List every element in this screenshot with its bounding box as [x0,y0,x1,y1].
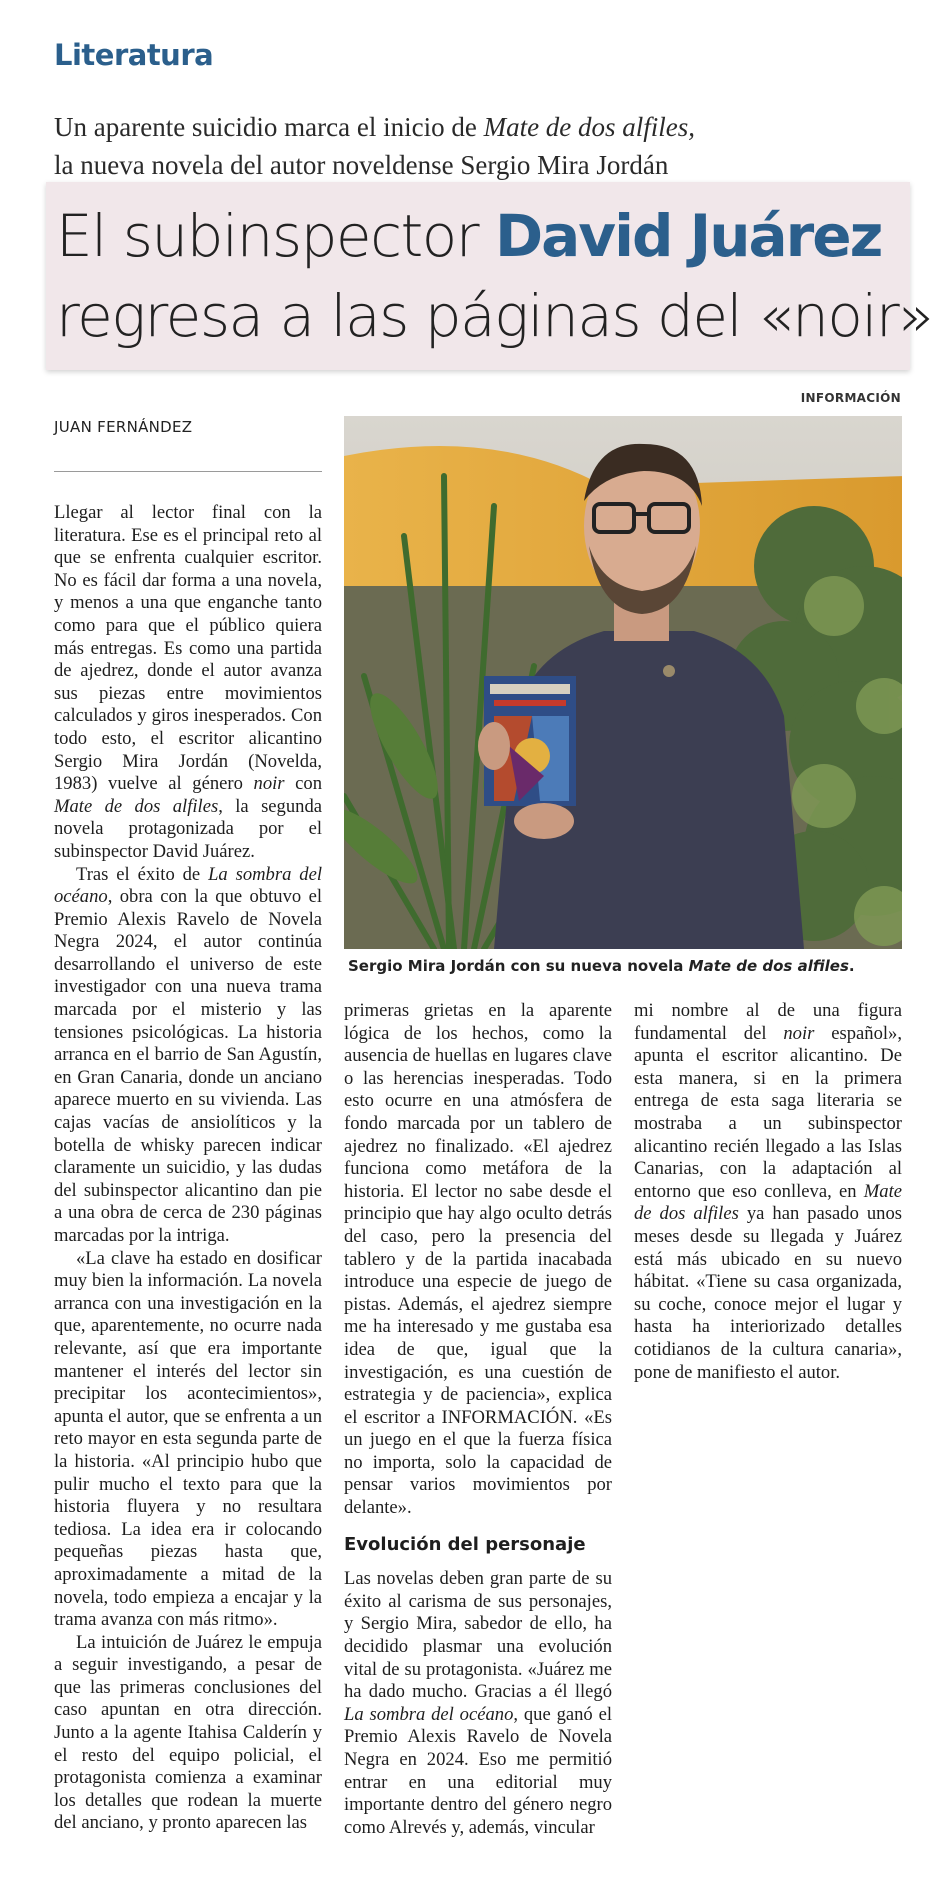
kicker-line2: la nueva novela del autor noveldense Sergio Mira Jordán [54,150,669,180]
p5-mid: , que ganó el Premio Alexis Ravelo de Novela Negra en 2024. Eso me permitió entrar en una editorial muy importante dentro del género negro como Alrevés y, además, vincular [344,1703,612,1838]
p1-mid: con [284,773,323,795]
p5-book-title: La sombra del océano [344,1703,514,1725]
p1-em: noir [253,773,285,795]
article-column-1 [54,502,322,1835]
caption-text: Sergio Mira Jordán con su nueva novela [348,957,689,975]
paragraph-4: La intuición de Juárez le empuja a seguir investigando, a pesar de que las primeras conclusiones del caso apuntan en otra dirección. Junto a la agente Itahisa Calderín y el resto del equipo policial, el protagonista comienza a examinar los detalles que rodean la muerte del anciano, y pronto aparecen las [54,1631,322,1834]
p1-text: Llegar al lector final con la literatura. Ese es el principal reto al que se enfrenta cualquier escritor. No es fácil dar forma a una novela, y menos a una que enganche tanto como para que el público quiera más entregas. Es como una partida de ajedrez, donde el autor avanza sus piezas entre movimientos calculados y giros inesperados. Con todo esto, el escritor alicantino Sergio Mira Jordán (Novelda, 1983) vuelve al género [54,502,322,795]
p5-text: Las novelas deben gran parte de su éxito al carisma de sus personajes, y Sergio Mira, sabedor de ello, ha decidido plasmar una evolución vital de su protagonista. «Juárez me ha dado mucho. Gracias a él llegó [344,1568,612,1703]
p5-mid: mi nombre al de una figura fundamental del [634,1000,902,1044]
paragraph-continued: primeras grietas en la aparente lógica de los hechos, como la ausencia de huellas en lugares clave o las herencias inesperadas. Todo esto ocurre en una atmósfera de fondo marcada por un tablero de ajedrez no finalizado. «El ajedrez funciona como metáfora de la historia. El lector no sabe desde el principio que hay algo oculto detrás del caso, pero la presencia del tablero y de la partida inacabada introduce una especie de juego de pistas. Además, el ajedrez siempre me ha interesado y me gustaba esa idea de que, igual que la investigación, es una cuestión de estrategia y de paciencia», explica el escritor a INFORMACIÓN. «Es un juego en el que la fuerza física no importa, solo la capacidad de pensar varios movimientos por delante». [344,1000,612,1519]
p1-book-title: Mate de dos alfiles [54,795,219,817]
p2-end: , obra con la que obtuvo el Premio Alexis Ravelo de Novela Negra 2024, el autor continúa desarrollando el universo de este investigador con una nueva trama marcada por el misterio y las tensiones psicológicas. La historia arranca en el barrio de San Agustín, en Gran Canaria, donde un anciano aparece muerto en su vivienda. Las cajas vacías de ansiolíticos y la botella de whisky parecen indicar claramente un suicidio, y las dudas del subinspector alicantino dan pie a una obra de cerca de 230 páginas marcadas por la intriga. [54,886,322,1246]
author-photo-illustration [344,416,902,949]
photo-caption [348,957,908,975]
p1-end: , la segunda novela protagonizada por el subinspector David Juárez. [54,795,322,862]
paragraph-5 [344,1568,612,1839]
article-column-3 [634,1000,902,1384]
paragraph-5-continued [634,1000,902,1384]
p5-em: noir [783,1022,815,1044]
byline: JUAN FERNÁNDEZ [54,418,193,436]
p5-mid2: español», apunta el escritor alicantino. De esta manera, si en la primera entrega de esta saga literaria se mostraba a un subinspector alicantino recién llegado a las Islas Canarias, con la adaptación al entorno que eso conlleva, en [634,1022,902,1202]
byline-divider [54,471,322,472]
headline [56,196,933,356]
headline-highlight: David Juárez [494,202,882,270]
section-subhead: Evolución del personaje [344,1533,586,1555]
author-photo [344,416,902,949]
caption-book-title: Mate de dos alfiles [688,957,849,975]
headline-line2: regresa a las páginas del «noir» [56,282,933,350]
paragraph-3: «La clave ha estado en dosificar muy bien la información. La novela arranca con una investigación en la que, aparentemente, no ocurre nada relevante, así que era importante mantener el interés del lector sin precipitar los acontecimientos», apunta el autor, que se enfrenta a un reto mayor en esta segunda parte de la historia. «Al principio hubo que pulir mucho el texto para que la historia fluyera y no resultara tediosa. La idea era ir colocando pequeñas piezas hasta que, aproximadamente a mitad de la novela, todo empieza a encajar y la trama avanza con más ritmo». [54,1247,322,1631]
p2-book-title: La sombra del océano [54,863,322,908]
article-column-2 [344,1000,612,1839]
headline-text: El subinspector [56,202,495,270]
paragraph-1 [54,502,322,864]
p2-text: Tras el éxito de [76,863,209,885]
p5-end: ya han pasado unos meses desde su llegada y Juárez está más ubicado en su nuevo hábitat. «Tiene su casa organizada, su coche, conoce mejor el lugar y hasta ha interiorizado detalles cotidianos de la cultura canaria», pone de manifiesto el autor. [634,1203,902,1383]
kicker-book-title: Mate de dos alfiles, [483,112,696,142]
section-label: Literatura [54,38,214,72]
p5-book-title-2: Mate de dos alfiles [634,1180,902,1225]
kicker-text: Un aparente suicidio marca el inicio de [54,112,484,142]
caption-end: . [848,957,855,975]
kicker [54,108,904,184]
paragraph-2 [54,864,322,1248]
photo-credit: INFORMACIÓN [800,391,901,405]
